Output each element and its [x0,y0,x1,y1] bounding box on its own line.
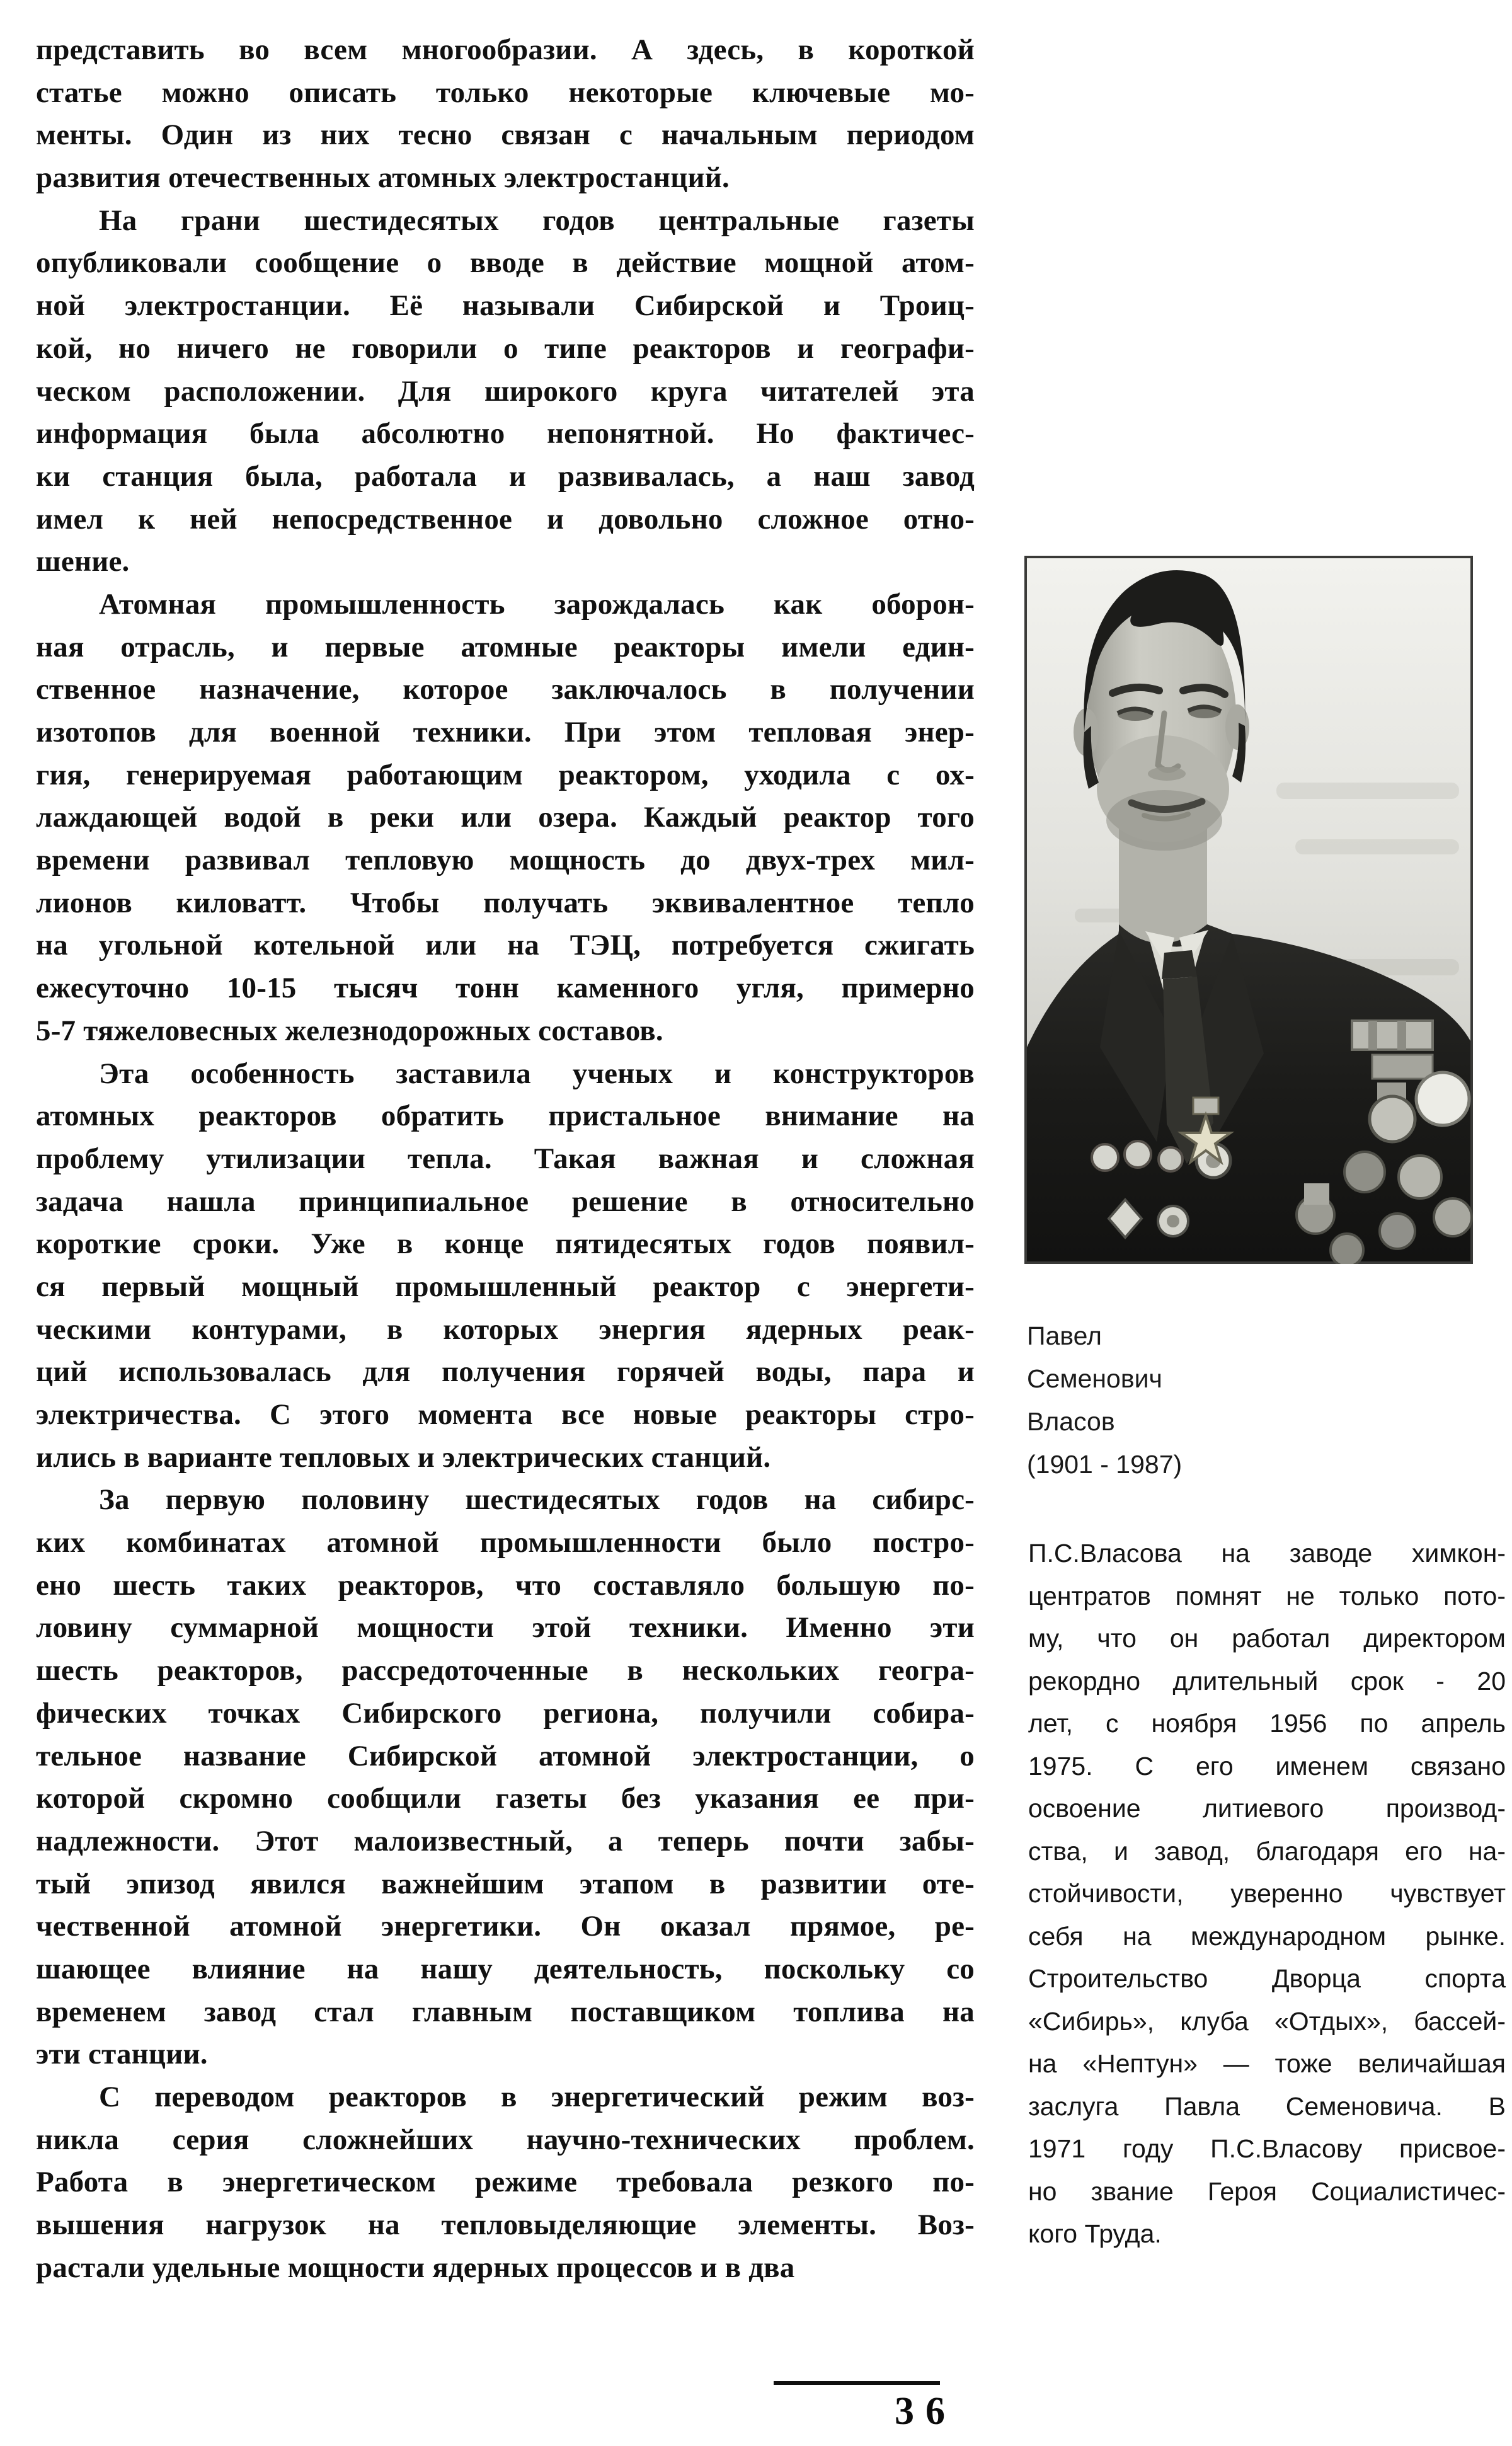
text-line: вышения нагрузок на тепловыделяющие элементы. Воз- [36,2208,975,2242]
text-line: ческом расположении. Для широкого круга читателей эта [36,374,975,408]
tie-knot [1162,950,1197,979]
paragraph [36,583,975,1053]
text-line: шесть реакторов, рассредоточенные в нескольких геогра- [36,1654,975,1687]
text-line: развития отечественных атомных электростанций. [36,161,730,195]
text-line: на угольной котельной или на ТЭЦ, потребуется сжигать [36,929,975,962]
text-line: центратов помнят не только пото- [1028,1581,1506,1611]
text-line: никла серия сложнейших научно-технических проблем. [36,2123,975,2156]
text-line: П.С.Власова на заводе химкон- [1028,1539,1506,1568]
text-line: растали удельные мощности ядерных процессов и в два [36,2251,795,2284]
text-line: шающее влияние на нашу деятельность, поскольку со [36,1952,975,1985]
text-line: менты. Один из них тесно связан с начальным периодом [36,118,975,152]
text-line: (1901 - 1987) [1027,1450,1183,1479]
text-line: 1975. С его именем связано [1028,1751,1506,1781]
text-line: временем завод стал главным поставщиком топлива на [36,1995,975,2028]
footer-rule [774,2381,940,2385]
text-line: шение. [36,545,130,578]
paragraph [36,2076,975,2289]
text-line: задача нашла принципиальное решение в относительно [36,1185,975,1218]
photo-figure [1024,556,1473,1264]
text-line: му, что он работал директором [1028,1624,1506,1653]
text-line: Семенович [1027,1364,1162,1393]
text-line: Павел [1027,1321,1102,1350]
text-line: тый эпизод явился важнейшим этапом в развитии оте- [36,1867,975,1900]
text-line: эти станции. [36,2038,208,2071]
portrait-photo [1024,556,1473,1264]
page-number: 36 [895,2390,956,2433]
text-line: ций использовалась для получения горячей воды, пара и [36,1355,975,1389]
text-line: ческими контурами, в которых энергия ядерных реак- [36,1312,975,1346]
text-line: заслуга Павла Семеновича. В [1028,2091,1506,2121]
text-line: На грани шестидесятых годов центральные газеты [99,204,975,237]
text-line: 5-7 тяжеловесных железнодорожных составов. [36,1014,663,1047]
text-line: стойчивости, уверенно чувствует [1028,1879,1506,1908]
text-line: лаждающей водой в реки или озера. Каждый реактор того [36,801,975,834]
text-line: ких комбинатах атомной промышленности было постро- [36,1526,975,1559]
text-line: представить во всем многообразии. А здесь, в короткой [36,33,975,66]
text-line: С переводом реакторов в энергетический режим воз- [99,2081,975,2113]
text-line: ились в варианте тепловых и электрических станций. [36,1440,771,1474]
text-line: которой скромно сообщили газеты без указания ее при- [36,1782,975,1815]
text-line: себя на международном рынке. [1028,1921,1506,1951]
text-line: Строительство Дворца спорта [1028,1964,1506,1993]
text-line: но звание Героя Социалистичес- [1028,2176,1506,2206]
main-column [36,29,975,2289]
text-line: За первую половину шестидесятых годов на сибирс- [99,1483,975,1517]
text-line: кой, но ничего не говорили о типе реакторов и географи- [36,331,975,365]
text-line: проблему утилизации тепла. Такая важная и сложная [36,1142,975,1175]
text-line: опубликовали сообщение о вводе в действие мощной атом- [36,246,975,280]
text-line: Работа в энергетическом режиме требовала резкого по- [36,2166,975,2199]
text-line: ная отрасль, и первые атомные реакторы имели един- [36,630,975,663]
text-line: Эта особенность заставила ученых и конструкторов [99,1057,975,1090]
nose-shadow [1148,767,1186,781]
text-line: ся первый мощный промышленный реактор с энергети- [36,1270,975,1303]
text-line: короткие сроки. Уже в конце пятидесятых годов появил- [36,1227,975,1261]
photo-caption [1027,1314,1487,1486]
text-line: ежесуточно 10-15 тысяч тонн каменного угля, примерно [36,972,975,1005]
paragraph [36,29,975,200]
text-line: атомных реакторов обратить пристальное внимание на [36,1100,975,1133]
paragraph [36,1479,975,2076]
text-line: информация была абсолютно непонятной. Но фактичес- [36,417,975,451]
text-line: фических точках Сибирского региона, получили собира- [36,1696,975,1730]
text-line: гия, генерируемая работающим реактором, уходила с ох- [36,758,975,791]
text-line: ено шесть таких реакторов, что составляло большую по- [36,1568,975,1602]
text-line: на «Нептун» — тоже величайшая [1028,2049,1506,2078]
text-line: ловину суммарной мощности этой техники. Именно эти [36,1611,975,1645]
text-line: лет, с ноября 1956 по апрель [1028,1709,1506,1738]
text-line: ственное назначение, которое заключалось в получении [36,673,975,706]
text-line: кого Труда. [1028,2219,1162,2248]
text-line: времени развивал тепловую мощность до двух-трех мил- [36,844,975,877]
text-line: статье можно описать только некоторые ключевые мо- [36,76,975,109]
right-ear [1225,704,1249,750]
text-line: ной электростанции. Её называли Сибирской и Троиц- [36,289,975,323]
text-line: ства, и завод, благодаря его на- [1028,1836,1506,1866]
text-line: рекордно длительный срок - 20 [1028,1666,1506,1696]
text-line: Атомная промышленность зарождалась как оборон- [99,587,975,621]
text-line: изотопов для военной техники. При этом тепловая энер- [36,716,975,749]
text-line: «Сибирь», клуба «Отдых», бассей- [1028,2006,1506,2036]
text-line: освоение литиевого производ- [1028,1794,1506,1823]
text-line: надлежности. Этот малоизвестный, а теперь почти забы- [36,1824,975,1857]
paragraph [36,1053,975,1479]
text-line: чественной атомной энергетики. Он оказал прямое, ре- [36,1910,975,1943]
paragraph [36,200,975,583]
text-line: электричества. С этого момента все новые реакторы стро- [36,1398,975,1431]
text-line: ки станция была, работала и развивалась, а наш завод [36,459,975,493]
text-line: тельное название Сибирской атомной электростанции, о [36,1739,975,1772]
text-line: лионов киловатт. Чтобы получать эквивалентное тепло [36,886,975,919]
text-line: 1971 году П.С.Власову присвое- [1028,2134,1506,2163]
sidebar-note [1028,1532,1506,2256]
text-line: Власов [1027,1407,1115,1436]
text-line: имел к ней непосредственное и довольно сложное отно- [36,502,975,536]
